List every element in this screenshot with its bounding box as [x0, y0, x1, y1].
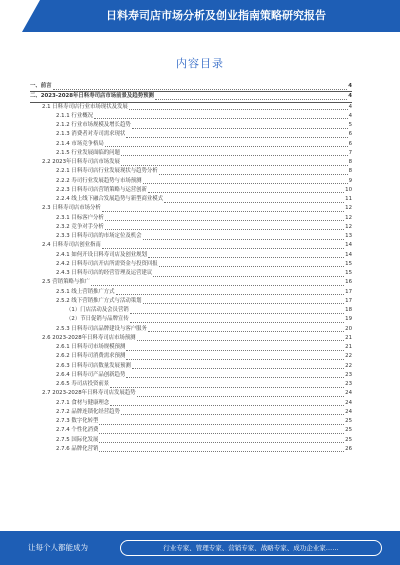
- toc-entry-page: 4: [348, 103, 352, 110]
- toc-entry-page: 4: [348, 112, 352, 119]
- toc-entry[interactable]: [30, 343, 352, 352]
- toc-leader-dots: [102, 206, 344, 212]
- toc-leader-dots: [126, 354, 344, 360]
- toc-leader-dots: [137, 335, 345, 341]
- toc-entry-page: 25: [345, 427, 352, 434]
- toc-entry[interactable]: [30, 269, 352, 278]
- toc-entry[interactable]: [30, 214, 352, 223]
- toc-entry[interactable]: [30, 417, 352, 426]
- toc-entry-label: 2.4.1 如何开设日料寿司店及创业规划: [56, 251, 147, 258]
- toc-leader-dots: [94, 113, 348, 119]
- toc-entry[interactable]: [30, 186, 352, 195]
- toc-leader-dots: [132, 363, 344, 369]
- toc-entry-label: 2.6.1 日料寿司市场规模预测: [56, 344, 126, 350]
- toc-entry-label: 2.1.5 行业发展面临的问题: [56, 149, 120, 156]
- toc-entry-label: 2.6.2 日料寿司消费需求预测: [56, 353, 126, 360]
- toc-entry-page: 21: [345, 334, 352, 341]
- toc-entry[interactable]: [30, 103, 352, 112]
- toc-leader-dots: [143, 178, 348, 184]
- toc-entry-page: 8: [348, 159, 352, 165]
- toc-entry[interactable]: [30, 380, 352, 389]
- toc-entry[interactable]: [30, 445, 352, 454]
- toc-leader-dots: [99, 437, 344, 443]
- toc-entry-page: 23: [345, 371, 352, 378]
- toc-entry[interactable]: [30, 251, 352, 260]
- toc-entry-label: 2.1.3 消费者对寿司需求现状: [56, 131, 126, 138]
- toc-entry-label: 2.6 2023-2028年日料寿司店市场预测: [42, 334, 136, 341]
- toc-leader-dots: [148, 252, 344, 258]
- toc-leader-dots: [159, 169, 348, 175]
- toc-entry-page: 6: [348, 140, 352, 147]
- toc-leader-dots: [121, 160, 348, 166]
- toc-entry-label: 2.7.6 品牌化营销: [56, 445, 99, 452]
- page-footer: [0, 531, 400, 565]
- toc-entry-page: 4: [348, 83, 352, 89]
- toc-entry[interactable]: [30, 241, 352, 250]
- toc-entry-label: 2.3.1 目标客户分析: [56, 214, 104, 221]
- toc-entry-page: 24: [345, 399, 352, 406]
- toc-entry[interactable]: [30, 140, 352, 149]
- toc-entry-page: 16: [345, 279, 352, 286]
- toc-entry-label: 二、2023-2028年日料寿司店市场前景及趋势预测: [30, 93, 154, 100]
- toc-entry[interactable]: [30, 371, 352, 380]
- toc-entry-label: 2.6.5 寿司店投资前景: [56, 381, 110, 387]
- toc-entry-page: 5: [348, 122, 352, 128]
- toc-entry[interactable]: [30, 352, 352, 361]
- toc-entry-label: 2.2.4 线上线下融合发展趋势与新型商业模式: [56, 196, 164, 202]
- toc-entry-page: 24: [345, 408, 352, 415]
- toc-entry-page: 25: [345, 418, 352, 424]
- toc-entry[interactable]: [30, 399, 352, 408]
- toc-leader-dots: [99, 446, 344, 452]
- toc-entry-label: 2.7.1 食材与健康理念: [56, 399, 110, 406]
- toc-entry-page: 12: [345, 223, 352, 230]
- toc-entry[interactable]: [30, 260, 352, 269]
- toc-entry-label: 2.5 营销策略与推广: [42, 279, 91, 286]
- toc-entry[interactable]: [30, 195, 352, 204]
- toc-entry[interactable]: [30, 130, 352, 139]
- toc-leader-dots: [102, 243, 344, 249]
- toc-entry-label: 2.5.1 线上营销推广方式: [56, 288, 115, 295]
- toc-entry[interactable]: [30, 204, 352, 213]
- toc-leader-dots: [99, 428, 344, 434]
- toc-leader-dots: [153, 271, 344, 277]
- toc-leader-dots: [143, 298, 345, 304]
- toc-entry-label: 2.1.1 行业概况: [56, 112, 93, 119]
- page-header: [0, 0, 400, 32]
- toc-entry[interactable]: [30, 149, 352, 158]
- toc-entry[interactable]: [30, 167, 352, 176]
- toc-entry[interactable]: [30, 278, 352, 287]
- toc-entry[interactable]: [30, 408, 352, 417]
- footer-expert-list: 行业专家、管理专家、营销专家、战略专家、成功企业家……: [120, 540, 382, 556]
- toc-entry-page: 4: [348, 93, 352, 100]
- toc-entry-page: 11: [345, 196, 352, 202]
- toc-entry-label: 2.2.3 日料寿司店营销策略与运营创新: [56, 186, 147, 193]
- toc-leader-dots: [155, 94, 347, 100]
- toc-leader-dots: [159, 261, 344, 267]
- toc-entry-label: 2.1 日料寿司店行业市场现状及发展: [42, 103, 128, 110]
- toc-leader-dots: [130, 308, 344, 314]
- toc-entry[interactable]: [30, 325, 352, 334]
- toc-entry[interactable]: [30, 436, 352, 445]
- toc-entry[interactable]: [30, 121, 352, 130]
- toc-entry-label: 2.4 日料寿司店创业指南: [42, 242, 101, 249]
- toc-entry-label: 2.6.4 日料寿司产品创新趋势: [56, 371, 126, 378]
- toc-leader-dots: [164, 197, 344, 203]
- toc-leader-dots: [121, 409, 344, 415]
- toc-entry-page: 21: [345, 344, 352, 350]
- table-of-contents: [30, 82, 352, 454]
- toc-leader-dots: [130, 317, 344, 323]
- report-title: 日料寿司店市场分析及创业指南策略研究报告: [106, 9, 326, 22]
- toc-entry[interactable]: [30, 223, 352, 232]
- toc-leader-dots: [121, 150, 348, 156]
- toc-entry-label: 2.2 2023年日料寿司店市场发展: [42, 159, 120, 165]
- toc-leader-dots: [91, 280, 344, 286]
- toc-entry-page: 24: [345, 390, 352, 397]
- toc-leader-dots: [53, 84, 348, 90]
- toc-entry-page: 9: [348, 177, 352, 184]
- toc-leader-dots: [116, 289, 345, 295]
- toc-entry-page: 14: [345, 251, 352, 258]
- toc-entry-page: 25: [345, 436, 352, 443]
- toc-entry[interactable]: [30, 334, 352, 343]
- footer-slogan: 让每个人都能成为: [28, 543, 88, 552]
- toc-leader-dots: [110, 400, 344, 406]
- toc-entry-label: 2.6.3 日料寿司店数量发展预测: [56, 362, 131, 369]
- toc-leader-dots: [148, 187, 344, 193]
- toc-entry-label: 2.7.5 国际化发展: [56, 436, 99, 443]
- toc-entry[interactable]: [30, 82, 352, 92]
- toc-leader-dots: [148, 326, 344, 332]
- toc-leader-dots: [137, 391, 345, 397]
- toc-leader-dots: [126, 132, 347, 138]
- toc-title: 内容目录: [176, 57, 224, 70]
- toc-entry-label: 2.1.4 市场竞争格局: [56, 140, 104, 147]
- toc-leader-dots: [105, 141, 348, 147]
- toc-entry-page: 13: [345, 233, 352, 239]
- toc-entry-page: 18: [345, 307, 352, 313]
- toc-entry-page: 17: [345, 288, 352, 295]
- toc-entry-label: 2.5.3 日料寿司店品牌建设与客户服务: [56, 325, 147, 332]
- toc-entry-page: 14: [345, 242, 352, 249]
- toc-entry[interactable]: [30, 288, 352, 297]
- toc-leader-dots: [126, 345, 344, 351]
- toc-entry-page: 7: [348, 149, 352, 156]
- toc-entry-page: 10: [345, 186, 352, 193]
- toc-entry-page: 22: [345, 353, 352, 360]
- toc-entry[interactable]: [30, 232, 352, 241]
- toc-entry[interactable]: [30, 306, 352, 315]
- toc-entry-label: 2.3 日料寿司店市场分析: [42, 205, 101, 212]
- toc-entry-page: 20: [345, 325, 352, 332]
- header-white-wedge: [0, 0, 40, 32]
- toc-entry-label: 2.5.2 线下营销推广方式与活动策划: [56, 297, 142, 304]
- toc-entry-label: 2.4.2 日料寿司店开店所需资金与投资回报: [56, 260, 158, 267]
- toc-entry[interactable]: [30, 158, 352, 167]
- toc-entry-page: 15: [345, 270, 352, 276]
- toc-entry-label: 2.3.2 竞争对手分析: [56, 223, 104, 230]
- toc-entry-label: （1）门店活动及会员营销: [66, 307, 129, 313]
- toc-entry-label: 2.1.2 行业市场规模及增长趋势: [56, 122, 131, 128]
- toc-entry[interactable]: [30, 112, 352, 121]
- toc-entry[interactable]: [30, 315, 352, 324]
- toc-entry-page: 8: [348, 168, 352, 175]
- toc-entry-page: 23: [345, 381, 352, 387]
- toc-entry-label: 2.7.2 品牌连锁化经营趋势: [56, 408, 120, 415]
- toc-entry[interactable]: [30, 177, 352, 186]
- toc-entry-label: 2.7.4 个性化消费: [56, 427, 99, 434]
- toc-leader-dots: [126, 372, 344, 378]
- toc-entry[interactable]: [30, 92, 352, 102]
- toc-entry-label: （2）节日促销与品牌宣传: [66, 316, 129, 323]
- toc-entry-page: 12: [345, 214, 352, 221]
- toc-entry[interactable]: [30, 362, 352, 371]
- toc-entry-label: 2.2.2 寿司行业发展趋势与市场预测: [56, 177, 142, 184]
- toc-leader-dots: [110, 382, 344, 388]
- toc-leader-dots: [105, 215, 344, 221]
- toc-leader-dots: [132, 123, 348, 129]
- toc-entry-label: 一、前言: [30, 83, 52, 89]
- toc-entry[interactable]: [30, 426, 352, 435]
- toc-leader-dots: [129, 104, 348, 110]
- toc-entry-page: 22: [345, 362, 352, 369]
- toc-entry-label: 2.3.3 日料寿司店的市场定位及机会: [56, 233, 142, 239]
- toc-entry-label: 2.7 2023-2028年日料寿司店发展趋势: [42, 390, 136, 397]
- toc-entry-page: 19: [345, 316, 352, 323]
- toc-entry-page: 26: [345, 445, 352, 452]
- toc-leader-dots: [99, 419, 344, 425]
- toc-entry-page: 12: [345, 205, 352, 212]
- toc-entry-page: 6: [348, 131, 352, 138]
- toc-entry[interactable]: [30, 297, 352, 306]
- toc-entry-label: 2.2.1 日料寿司店行业发展现状与趋势分析: [56, 168, 158, 175]
- toc-entry-page: 17: [345, 297, 352, 304]
- toc-entry-label: 2.7.3 数字化转型: [56, 418, 99, 424]
- toc-entry-page: 15: [345, 260, 352, 267]
- toc-entry-label: 2.4.3 日料寿司店的经营管理及运营建议: [56, 270, 153, 276]
- toc-entry[interactable]: [30, 389, 352, 398]
- toc-leader-dots: [143, 234, 345, 240]
- toc-leader-dots: [105, 224, 344, 230]
